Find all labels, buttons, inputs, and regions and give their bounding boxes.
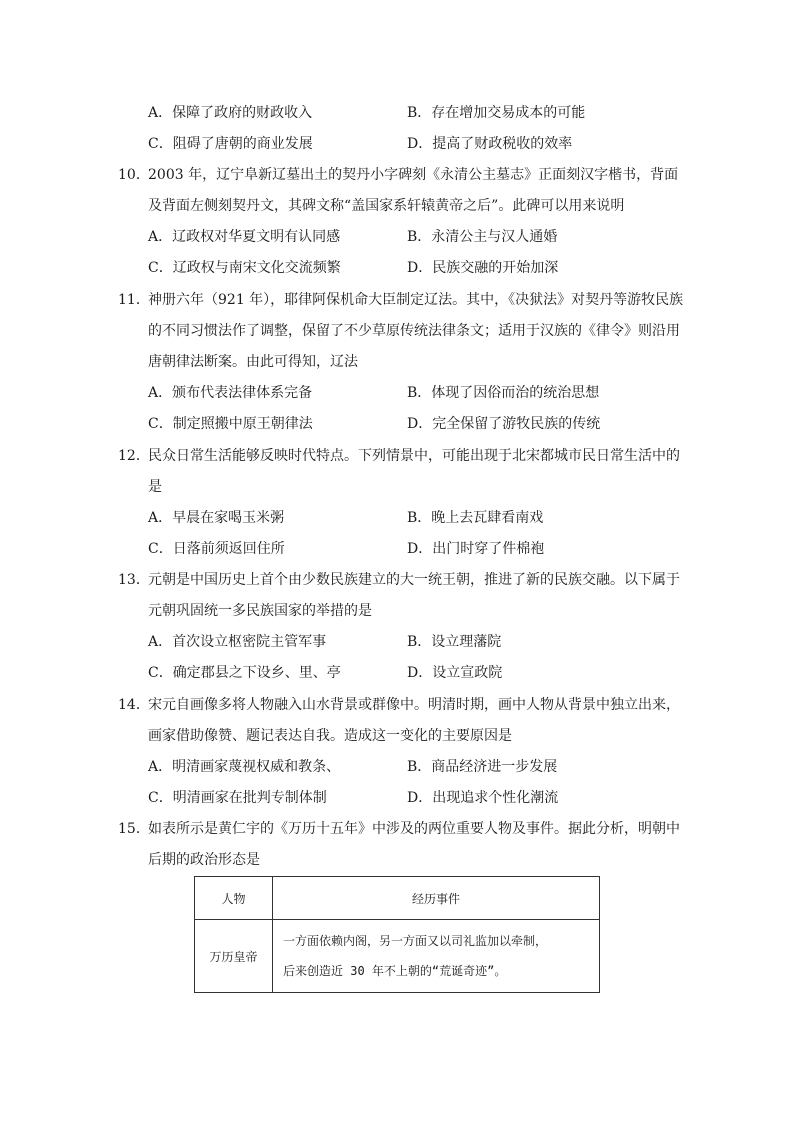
table-header-person: 人物 [195, 877, 273, 920]
table-row [195, 920, 600, 993]
table-cell-person: 万历皇帝 [195, 920, 273, 993]
q11-option-d: D．完全保留了游牧民族的传统 [407, 416, 601, 432]
q15-table [194, 876, 600, 993]
q15-stem-line2: 后期的政治形态是 [148, 852, 260, 868]
q15-stem-line1: 如表所示是黄仁宇的《万历十五年》中涉及的两位重要人物及事件。据此分析，明朝中 [148, 821, 680, 837]
q11-stem-line2: 的不同习惯法作了调整，保留了不少草原传统法律条文；适用于汉族的《律令》则沿用 [148, 323, 680, 339]
q9-option-c: C．阻碍了唐朝的商业发展 [148, 136, 313, 152]
q13-option-a: A．首次设立枢密院主管军事 [148, 634, 327, 650]
table-cell-event-line1: 一方面依赖内阁，另一方面又以司礼监加以牵制， [283, 934, 548, 948]
q11-number: 11． [118, 292, 150, 308]
q13-option-c: C．确定郡县之下设乡、里、亭 [148, 665, 341, 681]
q12-stem-line1: 民众日常生活能够反映时代特点。下列情景中，可能出现于北宋都城市民日常生活中的 [148, 448, 680, 464]
q10-option-c: C．辽政权与南宋文化交流频繁 [148, 260, 341, 276]
q10-stem-line1: 2003 年，辽宁阜新辽墓出土的契丹小字碑刻《永清公主墓志》正面刻汉字楷书，背面 [148, 167, 679, 183]
q10-stem-line2: 及背面左侧刻契丹文，其碑文称“盖国家系轩辕黄帝之后”。此碑可以用来说明 [148, 198, 625, 214]
q11-stem-line3: 唐朝律法断案。由此可得知，辽法 [148, 354, 358, 370]
q14-option-d: D．出现追求个性化潮流 [407, 790, 559, 806]
q14-option-a: A．明清画家蔑视权威和教条、 [148, 759, 341, 775]
q12-number: 12． [118, 448, 150, 464]
q12-option-b: B．晚上去瓦肆看南戏 [407, 510, 544, 526]
q13-stem-line1: 元朝是中国历史上首个由少数民族建立的大一统王朝，推进了新的民族交融。以下属于 [148, 572, 680, 588]
q12-option-c: C．日落前须返回住所 [148, 541, 285, 557]
table-header-event: 经历事件 [273, 877, 600, 920]
q14-option-b: B．商品经济进一步发展 [407, 759, 558, 775]
table-cell-event [273, 920, 600, 993]
q15-number: 15． [118, 821, 150, 837]
q12-stem-line2: 是 [148, 479, 162, 495]
q9-option-b: B．存在增加交易成本的可能 [407, 105, 586, 121]
q14-number: 14． [118, 697, 150, 713]
table-cell-event-line2: 后来创造近 30 年不上朝的“荒诞奇迹”。 [283, 964, 507, 978]
q13-stem-line2: 元朝巩固统一多民族国家的举措的是 [148, 603, 372, 619]
q11-stem-line1: 神册六年（921 年），耶律阿保机命大臣制定辽法。其中，《决狱法》对契丹等游牧民族 [148, 292, 684, 308]
q14-stem-line2: 画家借助像赞、题记表达自我。造成这一变化的主要原因是 [148, 728, 512, 744]
q10-number: 10． [118, 167, 150, 183]
table-header-row [195, 877, 600, 920]
q11-option-a: A．颁布代表法律体系完备 [148, 385, 313, 401]
q12-option-d: D．出门时穿了件棉袍 [407, 541, 545, 557]
q12-option-a: A．早晨在家喝玉米粥 [148, 510, 285, 526]
q10-option-d: D．民族交融的开始加深 [407, 260, 559, 276]
q13-option-d: D．设立宣政院 [407, 665, 503, 681]
q9-option-d: D．提高了财政税收的效率 [407, 136, 573, 152]
q13-number: 13． [118, 572, 150, 588]
q13-option-b: B．设立理藩院 [407, 634, 502, 650]
q11-option-c: C．制定照搬中原王朝律法 [148, 416, 313, 432]
q9-option-a: A．保障了政府的财政收入 [148, 105, 313, 121]
q11-option-b: B．体现了因俗而治的统治思想 [407, 385, 600, 401]
q14-stem-line1: 宋元自画像多将人物融入山水背景或群像中。明清时期，画中人物从背景中独立出来， [148, 697, 680, 713]
q10-option-a: A．辽政权对华夏文明有认同感 [148, 229, 341, 245]
q10-option-b: B．永清公主与汉人通婚 [407, 229, 558, 245]
q14-option-c: C．明清画家在批判专制体制 [148, 790, 327, 806]
